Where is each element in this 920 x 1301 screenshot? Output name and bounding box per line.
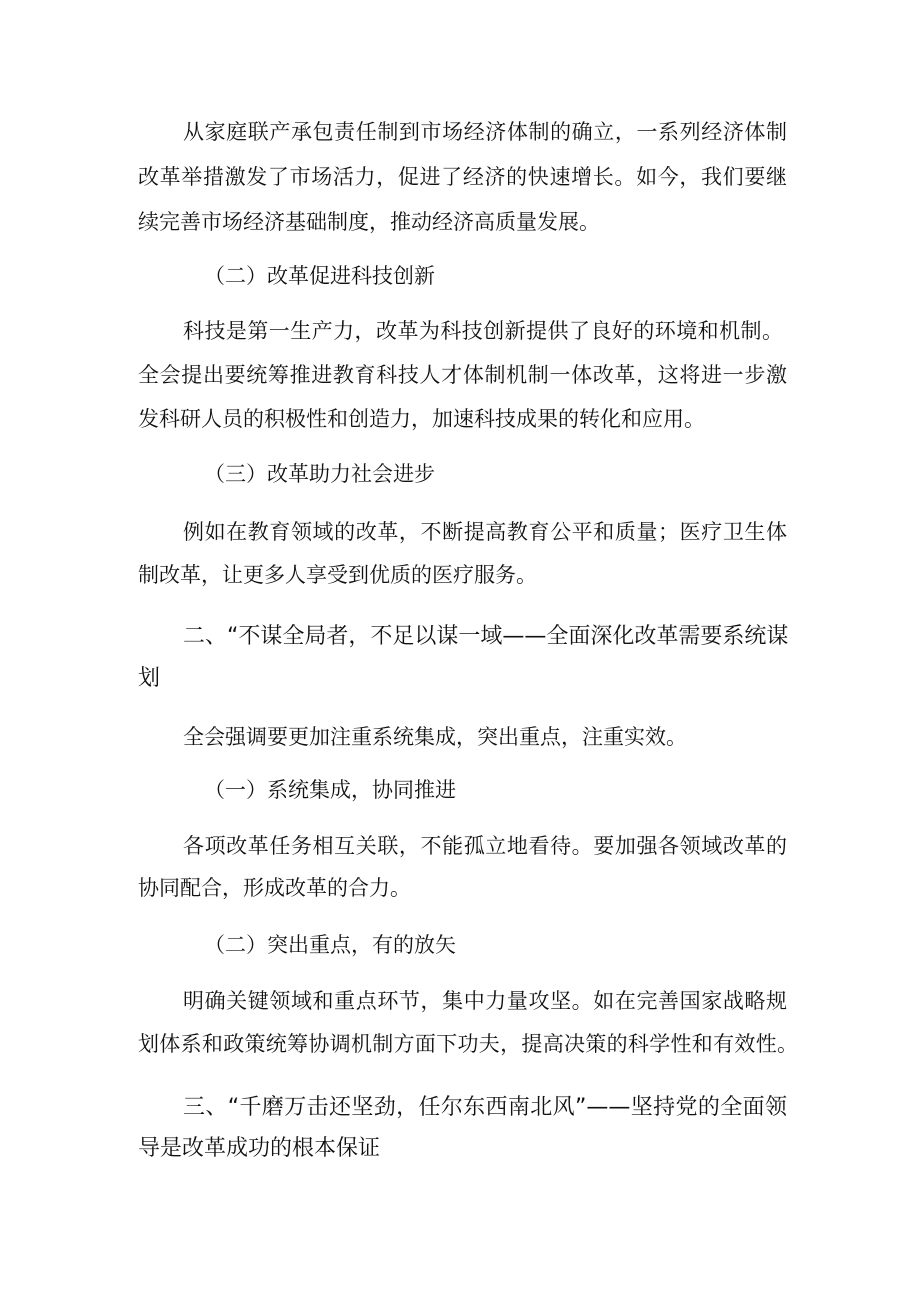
- paragraph-line: 发科研人员的积极性和创造力，加速科技成果的转化和应用。: [138, 407, 705, 431]
- subheading-system-integration: （一）系统集成，协同推进: [204, 778, 456, 802]
- paragraph-system-integration-intro: 全会强调要更加注重系统集成，突出重点，注重实效。: [183, 725, 687, 749]
- paragraph-line: 划体系和政策统筹协调机制方面下功夫，提高决策的科学性和有效性。: [138, 1032, 798, 1056]
- paragraph-line: 例如在教育领域的改革，不断提高教育公平和质量；医疗卫生体: [183, 520, 787, 544]
- section-heading-line: 三、“千磨万击还坚劲，任尔东西南北风”——坚持党的全面领: [183, 1095, 787, 1120]
- subheading-social-progress: （三）改革助力社会进步: [204, 462, 435, 486]
- paragraph-line: 科技是第一生产力，改革为科技创新提供了良好的环境和机制。: [183, 319, 783, 343]
- paragraph-line: 全会提出要统筹推进教育科技人才体制机制一体改革，这将进一步激: [138, 363, 787, 387]
- paragraph-line: 制改革，让更多人享受到优质的医疗服务。: [138, 563, 537, 587]
- paragraph-line: 协同配合，形成改革的合力。: [138, 876, 411, 900]
- section-heading-line: 导是改革成功的根本保证: [138, 1136, 381, 1161]
- paragraph-line: 各项改革任务相互关联，不能孤立地看待。要加强各领域改革的: [183, 834, 787, 858]
- paragraph-line: 续完善市场经济基础制度，推动经济高质量发展。: [138, 210, 600, 234]
- section-heading-line: 划: [138, 666, 161, 691]
- paragraph-line: 从家庭联产承包责任制到市场经济体制的确立，一系列经济体制: [183, 120, 787, 144]
- subheading-tech-innovation: （二）改革促进科技创新: [204, 264, 435, 288]
- paragraph-line: 改革举措激发了市场活力，促进了经济的快速增长。如今，我们要继: [138, 165, 787, 189]
- section-heading-line: 二、“不谋全局者，不足以谋一域——全面深化改革需要系统谋: [183, 624, 789, 649]
- subheading-key-focus: （二）突出重点，有的放矢: [204, 933, 456, 957]
- paragraph-line: 明确关键领域和重点环节，集中力量攻坚。如在完善国家战略规: [183, 989, 787, 1013]
